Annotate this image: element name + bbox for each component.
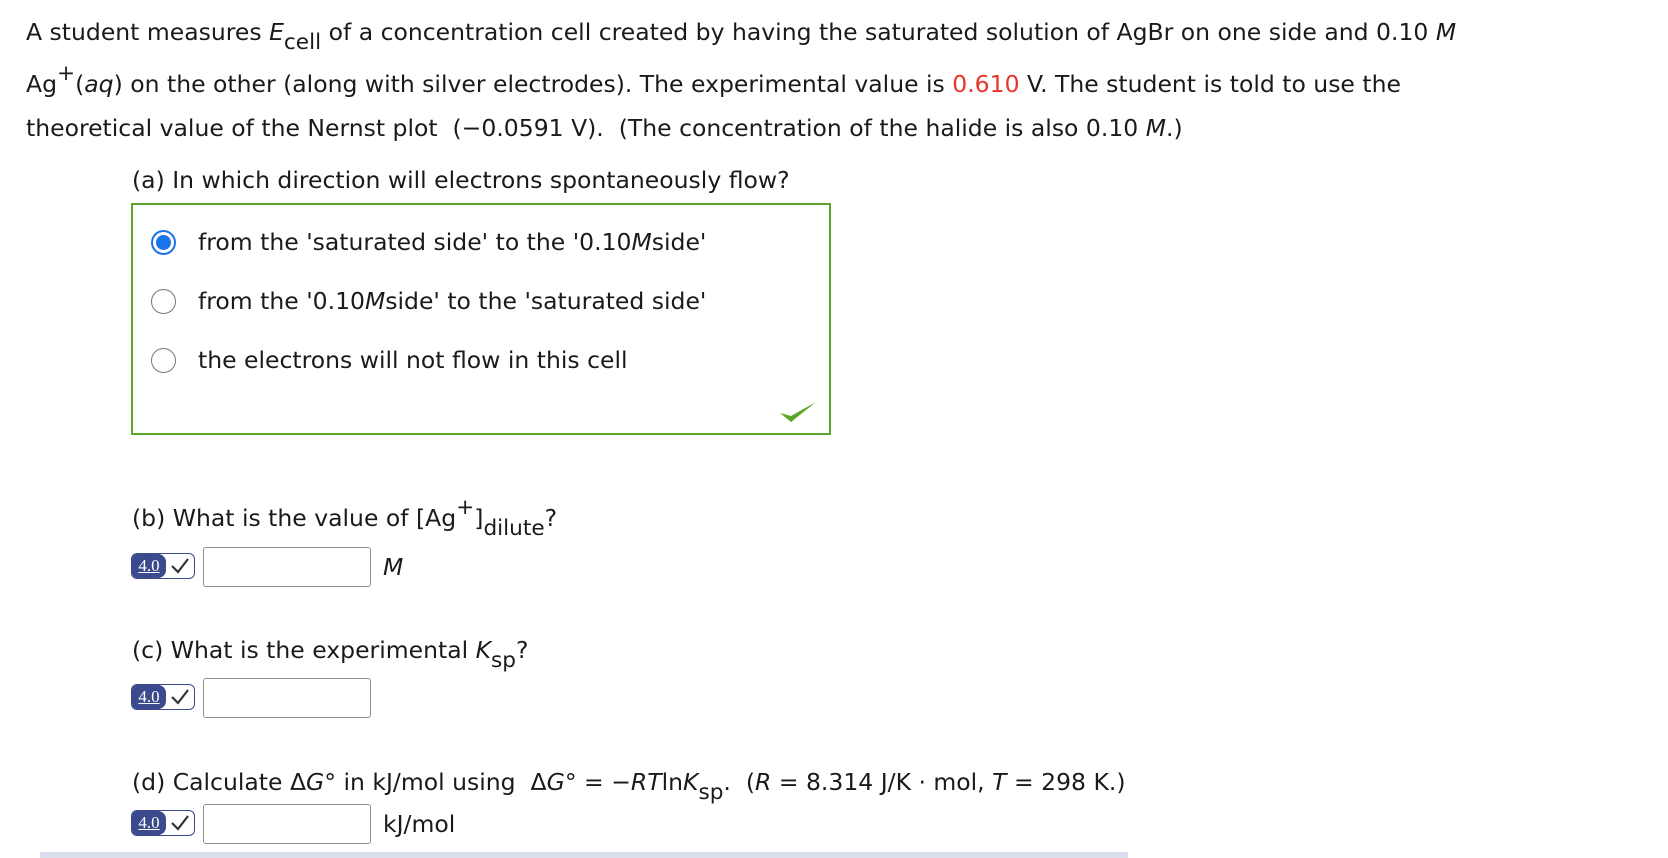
checkmark-icon xyxy=(166,811,194,835)
ion-charge: + xyxy=(456,495,475,521)
answer-choices-a xyxy=(131,203,831,435)
question-d-text: ° in kJ/mol using Δ xyxy=(324,768,547,796)
points-badge[interactable] xyxy=(131,684,195,710)
intro-text: ) on the other (along with silver electrodes). The experimental value is xyxy=(113,70,953,98)
option-text: from the '0.10 xyxy=(198,287,365,315)
problem-line-3 xyxy=(26,106,1646,150)
dilute-concentration-input[interactable] xyxy=(203,547,371,587)
green-checkmark-icon xyxy=(777,399,819,425)
sp-subscript: sp xyxy=(698,780,724,806)
question-c-text: (c) What is the experimental xyxy=(132,636,476,664)
e-subscript: cell xyxy=(283,30,322,56)
bracket: ] xyxy=(474,504,484,532)
molar-unit: M xyxy=(364,287,386,315)
points-value: 4.0 xyxy=(132,811,166,835)
question-d-text: (d) Calculate Δ xyxy=(132,768,307,796)
question-mark: ? xyxy=(544,504,558,532)
question-mark: ? xyxy=(516,636,529,664)
intro-text: .) xyxy=(1166,114,1183,142)
option-text: from the 'saturated side' to the '0.10 xyxy=(198,228,632,256)
problem-line-1 xyxy=(26,10,1646,54)
problem-line-2 xyxy=(26,62,1646,106)
section-divider xyxy=(40,852,1128,858)
dilute-subscript: dilute xyxy=(483,516,545,542)
paren: ( xyxy=(75,70,85,98)
r-symbol: R xyxy=(755,768,772,796)
r-value: = 8.314 J/K · mol, xyxy=(771,768,993,796)
points-value: 4.0 xyxy=(132,685,166,709)
ln-text: ln xyxy=(661,768,684,796)
option-text: side' xyxy=(651,228,707,256)
equation-text: . ( xyxy=(723,768,755,796)
option-no-flow[interactable] xyxy=(151,340,628,380)
rt-symbol: RT xyxy=(630,768,662,796)
e-symbol: E xyxy=(269,18,284,46)
molar-unit: M xyxy=(631,228,652,256)
option-text: the electrons will not flow in this cell xyxy=(198,346,628,374)
option-dilute-to-saturated[interactable] xyxy=(151,281,706,321)
t-value: = 298 K.) xyxy=(1006,768,1126,796)
question-b xyxy=(132,495,558,542)
intro-text: V. The student is told to use the xyxy=(1019,70,1401,98)
radio-button[interactable] xyxy=(151,289,176,314)
g-symbol: G xyxy=(546,768,565,796)
equation-text: ° = − xyxy=(564,768,631,796)
checkmark-icon xyxy=(166,554,194,578)
question-a xyxy=(132,166,790,194)
k-symbol: K xyxy=(683,768,699,796)
intro-text: theoretical value of the Nernst plot (−0.0591 V). (The concentration of the halide is also 0.10 xyxy=(26,114,1146,142)
question-c xyxy=(132,636,529,674)
radio-button[interactable] xyxy=(151,348,176,373)
option-saturated-to-dilute[interactable] xyxy=(151,222,706,262)
option-text: side' to the 'saturated side' xyxy=(385,287,707,315)
intro-text: of a concentration cell created by having the saturated solution of AgBr on one side and 0.10 xyxy=(321,18,1436,46)
molar-unit: M xyxy=(1435,18,1457,46)
points-badge[interactable] xyxy=(131,810,195,836)
unit-label: kJ/mol xyxy=(383,810,456,838)
points-badge[interactable] xyxy=(131,553,195,579)
g-symbol: G xyxy=(306,768,325,796)
unit-label: M xyxy=(383,553,404,581)
question-b-text: (b) What is the value of [Ag xyxy=(132,504,457,532)
ksp-input[interactable] xyxy=(203,678,371,718)
molar-unit: M xyxy=(1145,114,1166,142)
points-value: 4.0 xyxy=(132,554,166,578)
experimental-value: 0.610 xyxy=(952,70,1020,98)
checkmark-icon xyxy=(166,685,194,709)
problem-statement xyxy=(26,10,1646,150)
sp-subscript: sp xyxy=(491,648,517,674)
aqueous-label: aq xyxy=(84,70,114,98)
question-a-text: (a) In which direction will electrons spontaneously flow? xyxy=(132,166,790,194)
question-d xyxy=(132,768,1126,806)
silver-ion: Ag xyxy=(26,70,57,98)
delta-g-input[interactable] xyxy=(203,804,371,844)
k-symbol: K xyxy=(475,636,492,664)
radio-button-selected[interactable] xyxy=(151,230,176,255)
t-symbol: T xyxy=(992,768,1007,796)
ion-charge: + xyxy=(57,61,76,87)
intro-text: A student measures xyxy=(26,18,270,46)
